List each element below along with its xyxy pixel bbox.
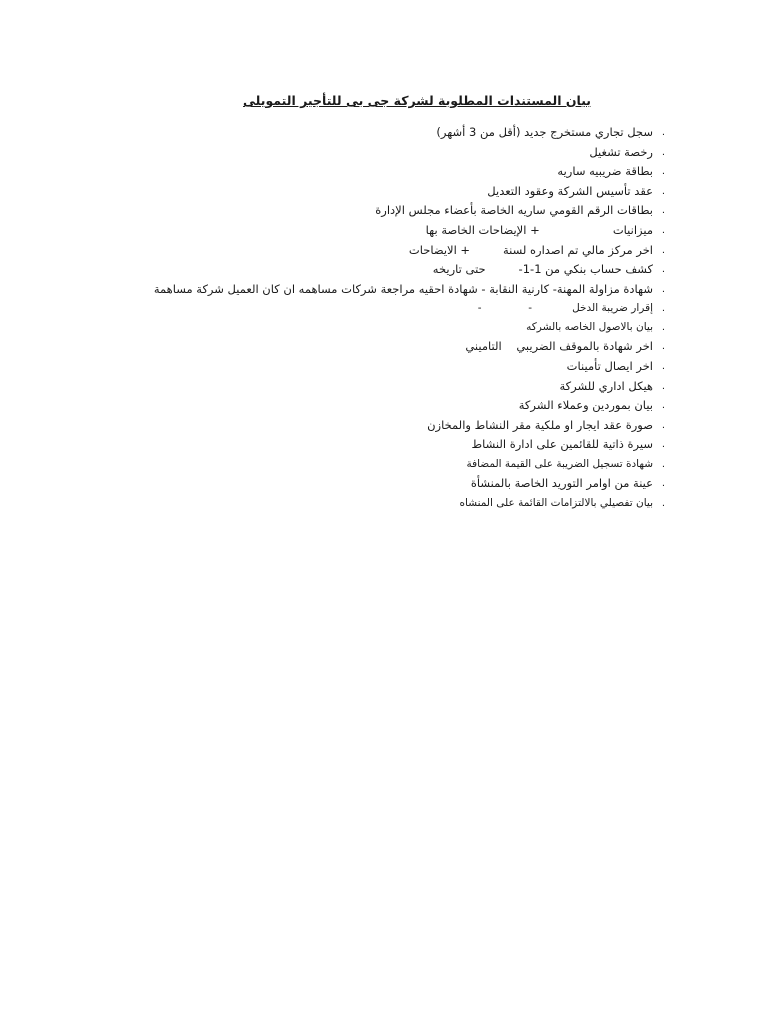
list-item xyxy=(154,377,665,397)
bullet-marker: . xyxy=(661,400,665,412)
list-item xyxy=(154,241,665,261)
bullet-marker: . xyxy=(661,166,665,178)
list-item-text: اخر ايصال تأمينات xyxy=(566,358,653,373)
bullet-marker: . xyxy=(661,380,665,392)
list-item xyxy=(154,337,665,357)
list-item-text: كشف حساب بنكي من 1-1- حتى تاريخه xyxy=(432,262,653,277)
list-item xyxy=(154,357,665,377)
bullet-marker: . xyxy=(661,477,665,489)
bullet-marker: . xyxy=(661,264,665,276)
list-item-text: رخصة تشغيل xyxy=(589,144,653,159)
list-item xyxy=(154,260,665,280)
list-item xyxy=(154,201,665,221)
list-item-text: اخر شهادة بالموقف الضريبي التاميني xyxy=(465,339,653,354)
bullet-marker: . xyxy=(661,497,665,509)
list-item xyxy=(154,143,665,163)
list-item-text: شهادة تسجيل الضريبة على القيمة المضافة xyxy=(466,457,653,470)
list-item xyxy=(154,455,665,474)
list-item xyxy=(154,318,665,337)
list-item xyxy=(154,123,665,143)
list-item xyxy=(154,299,665,318)
list-item-text: بطاقات الرقم القومي ساريه الخاصة بأعضاء مجلس الإدارة xyxy=(375,203,653,218)
list-item-text: بطاقة ضريبيه ساريه xyxy=(557,164,653,179)
bullet-marker: . xyxy=(661,185,665,197)
list-item xyxy=(154,435,665,455)
bullet-marker: . xyxy=(661,127,665,138)
list-item-text: بيان بموردين وعملاء الشركة xyxy=(518,398,653,413)
list-item-text: عقد تأسيس الشركة وعقود التعديل xyxy=(487,183,653,198)
bullet-marker: . xyxy=(661,322,665,334)
list-item xyxy=(154,280,665,300)
list-item xyxy=(154,221,665,241)
required-documents-list xyxy=(154,123,665,513)
list-item-text: صورة عقد ايجار او ملكية مقر النشاط والمخازن xyxy=(427,417,653,432)
list-item-text: سيرة ذاتية للقائمين على ادارة النشاط xyxy=(471,437,653,452)
bullet-marker: . xyxy=(661,341,665,353)
bullet-marker: . xyxy=(661,244,665,256)
list-item-text: شهادة مزاولة المهنة- كارنية النقابة - شهادة احقيه مراجعة شركات مساهمه ان كان العميل شركة مساهمة xyxy=(153,281,653,296)
document-title: بيان المستندات المطلوبة لشركة جى بى للتأجير التمويلى xyxy=(243,93,591,108)
list-item xyxy=(154,416,665,436)
list-item-text: بيان بالاصول الخاصه بالشركه xyxy=(526,321,653,334)
bullet-marker: . xyxy=(661,360,665,372)
bullet-marker: . xyxy=(661,283,665,295)
bullet-marker: . xyxy=(661,146,665,158)
list-item xyxy=(154,474,665,494)
bullet-marker: . xyxy=(661,458,665,470)
list-item-text: ميزانيات + الإيضاحات الخاصة بها xyxy=(425,222,653,237)
list-item xyxy=(154,396,665,416)
list-item-text: بيان تفصيلي بالالتزامات القائمة على المنشاه xyxy=(459,496,653,509)
bullet-marker: . xyxy=(661,303,665,315)
bullet-marker: . xyxy=(661,224,665,236)
list-item-text: هيكل اداري للشركة xyxy=(559,378,653,393)
list-item-text: سجل تجاري مستخرج جديد (أقل من 3 أشهر) xyxy=(436,125,653,139)
bullet-marker: . xyxy=(661,439,665,451)
list-item-text: اخر مركز مالي تم اصداره لسنة + الايضاحات xyxy=(408,242,653,257)
list-item xyxy=(154,494,665,513)
bullet-marker: . xyxy=(661,205,665,217)
list-item-text: إقرار ضريبة الدخل - - xyxy=(477,302,653,315)
bullet-marker: . xyxy=(661,419,665,431)
list-item xyxy=(154,162,665,182)
list-item xyxy=(154,182,665,202)
list-item-text: عينة من اوامر التوريد الخاصة بالمنشأة xyxy=(470,475,653,490)
